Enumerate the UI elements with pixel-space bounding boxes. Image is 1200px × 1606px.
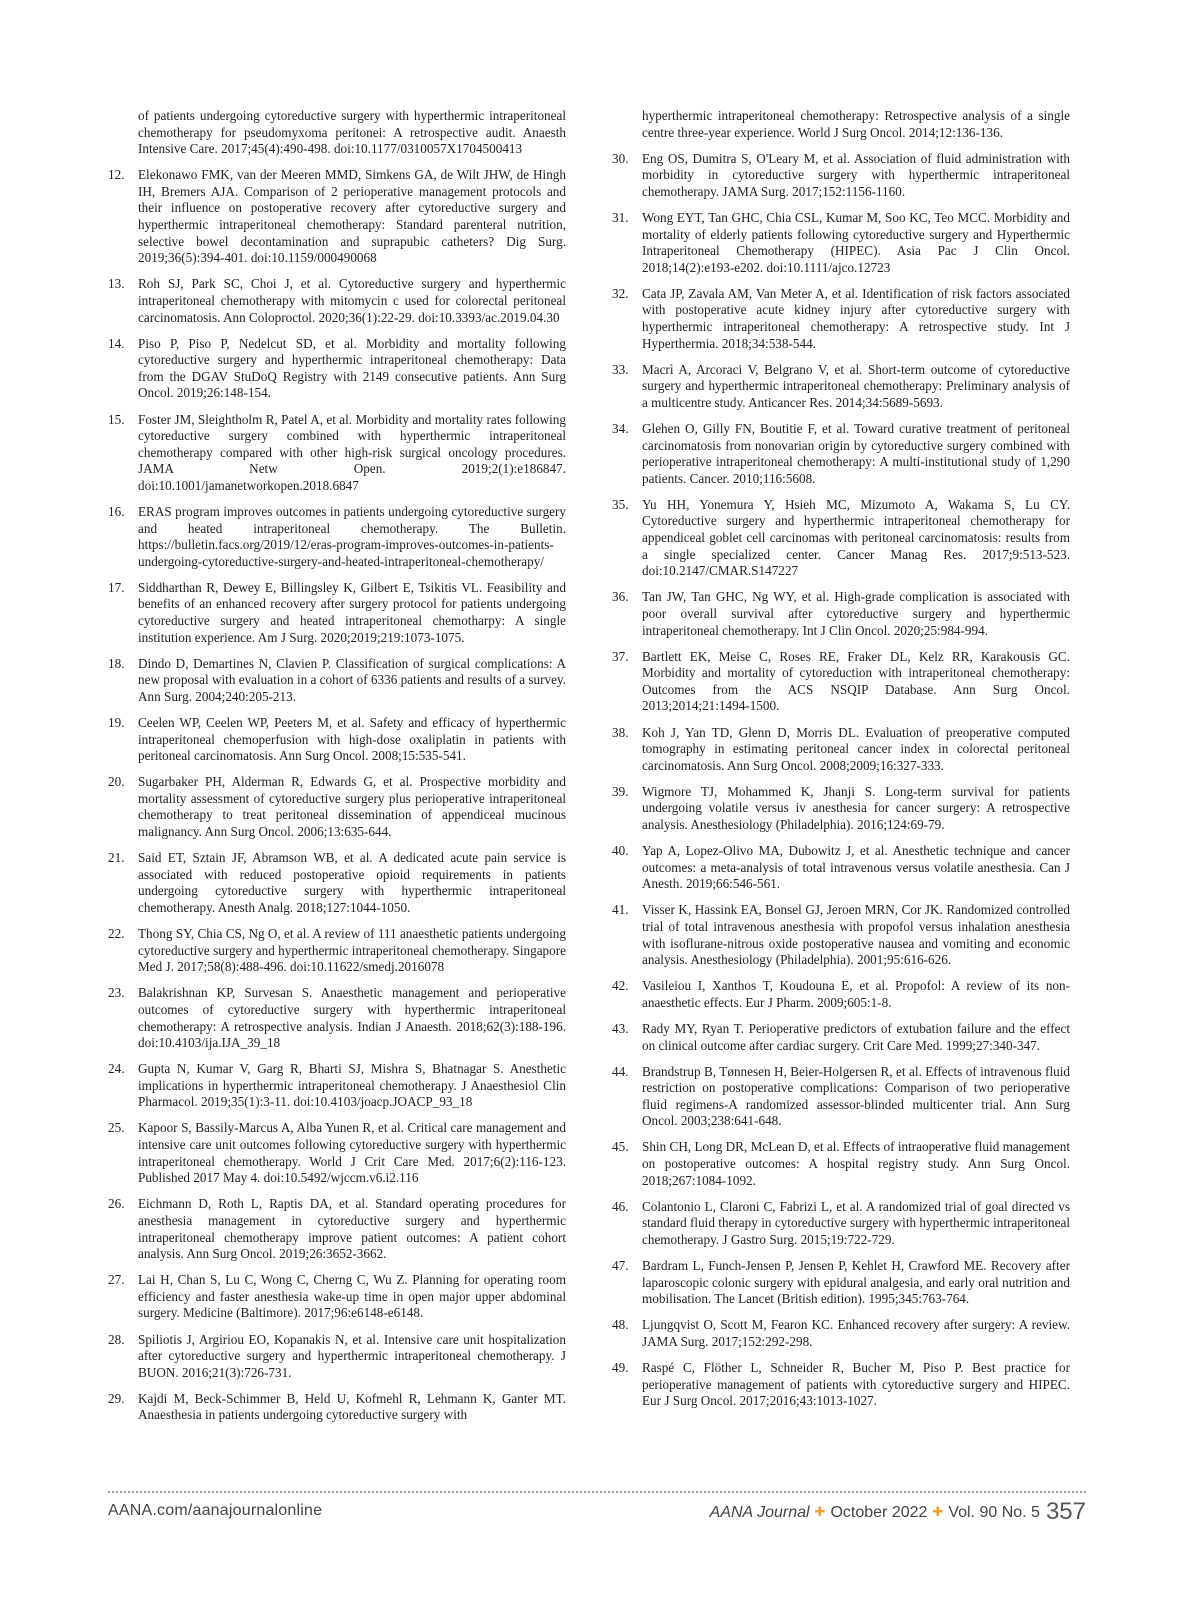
- reference-entry: [108, 926, 566, 976]
- reference-entry: [612, 210, 1070, 276]
- reference-text: Foster JM, Sleightholm R, Patel A, et al. Morbidity and mortality rates following cytoreductive surgery combined with hyperthermic intraperitoneal chemotherapy compared with other high-risk surgical oncology procedures. JAMA Netw Open. 2019;2(1):e186847. doi:10.1001/jamanetworkopen.2018.6847: [138, 411, 566, 493]
- reference-text: Gupta N, Kumar V, Garg R, Bharti SJ, Mishra S, Bhatnagar S. Anesthetic implications in hyperthermic intraperitoneal chemotherapy. J Anaesthesiol Clin Pharmacol. 2019;35(1):3-11. doi:10.4103/joacp.JOACP_93_18: [138, 1061, 566, 1110]
- reference-entry: [108, 504, 566, 570]
- reference-entry: [612, 1317, 1070, 1350]
- reference-number: 14.: [108, 335, 125, 351]
- reference-number: 26.: [108, 1196, 125, 1212]
- reference-number: 27.: [108, 1272, 125, 1288]
- reference-number: 49.: [612, 1360, 629, 1375]
- reference-entry: [108, 412, 566, 495]
- reference-text: Cata JP, Zavala AM, Van Meter A, et al. Identification of risk factors associated with postoperative acute kidney injury after cytoreductive surgery with hyperthermic intraperitoneal chemotherapy: A retrospective study. Int J Hyperthermia. 2018;34:538-544.: [642, 285, 1070, 351]
- reference-entry: [108, 336, 566, 402]
- page-number: 357: [1045, 1498, 1086, 1525]
- reference-entry: [612, 978, 1070, 1011]
- reference-number: 38.: [612, 724, 629, 740]
- reference-entry: [108, 850, 566, 916]
- reference-text: Said ET, Sztain JF, Abramson WB, et al. A dedicated acute pain service is associated with reduced postoperative opioid requirements in patients undergoing cytoreductive surgery with hyperthermic intraperitoneal chemotherapy. Anesth Analg. 2018;127:1044-1050.: [138, 850, 566, 915]
- reference-number: 18.: [108, 655, 125, 671]
- reference-text: Brandstrup B, Tønnesen H, Beier-Holgersen R, et al. Effects of intravenous fluid restriction on postoperative complications: Comparison of two perioperative fluid regimens-A randomized assessor-blinded multicenter trial. Ann Surg Oncol. 2003;238:641-648.: [642, 1063, 1070, 1129]
- reference-number: 19.: [108, 715, 125, 730]
- reference-text: Ceelen WP, Ceelen WP, Peeters M, et al. Safety and efficacy of hyperthermic intraperitoneal chemoperfusion with high-dose oxaliplatin in patients with peritoneal carcinomatosis. Ann Surg Oncol. 2008;15:535-541.: [138, 715, 566, 764]
- reference-text: ERAS program improves outcomes in patients undergoing cytoreductive surgery and heated intraperitoneal chemotherapy. The Bulletin. https://bulletin.facs.org/2019/12/eras-program-improves-outcomes-in-patients-undergoing-cytoreductive-surgery-and-heated-intraperitoneal-chemotherapy/: [138, 503, 566, 569]
- reference-text: Piso P, Piso P, Nedelcut SD, et al. Morbidity and mortality following cytoreductive surgery and hyperthermic intraperitoneal chemotherapy: Data from the DGAV StuDoQ Registry with 2149 consecutive patients. Ann Surg Oncol. 2019;26:148-154.: [138, 335, 566, 401]
- references-left-column: [108, 108, 566, 1433]
- footer-website-link[interactable]: AANA.com/aanajournalonline: [108, 1502, 323, 1519]
- reference-text: Eng OS, Dumitra S, O'Leary M, et al. Association of fluid administration with morbidity in cytoreductive surgery with hyperthermic intraperitoneal chemotherapy. JAMA Surg. 2017;152:1156-1160.: [642, 150, 1070, 199]
- reference-text: Ljungqvist O, Scott M, Fearon KC. Enhanced recovery after surgery: A review. JAMA Surg. 2017;152:292-298.: [642, 1317, 1070, 1349]
- reference-number: 40.: [612, 843, 629, 859]
- reference-entry: [612, 497, 1070, 580]
- reference-entry: [612, 1064, 1070, 1130]
- reference-entry: [612, 1360, 1070, 1410]
- reference-text: of patients undergoing cytoreductive surgery with hyperthermic intraperitoneal chemotherapy for pseudomyxoma peritonei: A retrospective audit. Anaesth Intensive Care. 2017;45(4):490-498. doi:10.1177/0310057X1704500413: [138, 108, 566, 157]
- reference-number: 39.: [612, 783, 629, 799]
- reference-entry: [108, 1120, 566, 1186]
- reference-text: Raspé C, Flöther L, Schneider R, Bucher M, Piso P. Best practice for perioperative management of patients with cytoreductive surgery and HIPEC. Eur J Surg Oncol. 2017;2016;43:1013-1027.: [642, 1360, 1070, 1409]
- reference-text: Balakrishnan KP, Survesan S. Anaesthetic management and perioperative outcomes of cytoreductive surgery with hyperthermic intraperitoneal chemotherapy: A retrospective analysis. Indian J Anaesth. 2018;62(3):188-196. doi:10.4103/ija.IJA_39_18: [138, 985, 566, 1051]
- reference-number: 43.: [612, 1020, 629, 1036]
- reference-text: Bardram L, Funch-Jensen P, Jensen P, Kehlet H, Crawford ME. Recovery after laparoscopic colonic surgery with epidural analgesia, and early oral nutrition and mobilisation. The Lancet (British edition). 1995;345:763-764.: [642, 1258, 1070, 1307]
- separator-icon: ✚: [814, 1504, 826, 1519]
- reference-text: Wigmore TJ, Mohammed K, Jhanji S. Long-term survival for patients undergoing volatile versus iv anesthesia for cancer surgery: A retrospective analysis. Anesthesiology (Philadelphia). 2016;124:69-79.: [642, 783, 1070, 832]
- reference-number: 13.: [108, 276, 125, 292]
- reference-text: Kapoor S, Bassily-Marcus A, Alba Yunen R, et al. Critical care management and intensive care unit outcomes following cytoreductive surgery with hyperthermic intraperitoneal chemotherapy. World J Crit Care Med. 2017;6(2):116-123. Published 2017 May 4. doi:10.5492/wjccm.v6.i2.116: [138, 1120, 566, 1186]
- reference-entry: [108, 985, 566, 1051]
- reference-entry: [612, 725, 1070, 775]
- references-right-column: [612, 108, 1070, 1419]
- reference-entry: [108, 580, 566, 646]
- reference-entry: [108, 1391, 566, 1424]
- reference-text: Glehen O, Gilly FN, Boutitie F, et al. Toward curative treatment of peritoneal carcinomatosis from nonovarian origin by cytoreductive surgery combined with perioperative intraperitoneal chemotherapy: A multi-institutional study of 1,290 patients. Cancer. 2010;116:5608.: [642, 421, 1070, 486]
- reference-number: 37.: [612, 648, 629, 664]
- reference-number: 25.: [108, 1120, 125, 1136]
- reference-text: Vasileiou I, Xanthos T, Koudouna E, et al. Propofol: A review of its non-anaesthetic effects. Eur J Pharm. 2009;605:1-8.: [642, 978, 1070, 1010]
- reference-text: Macrì A, Arcoraci V, Belgrano V, et al. Short-term outcome of cytoreductive surgery and hyperthermic intraperitoneal chemotherapy: Preliminary analysis of a multicentre study. Anticancer Res. 2014;34:5689-5693.: [642, 361, 1070, 410]
- reference-text: Colantonio L, Claroni C, Fabrizi L, et al. A randomized trial of goal directed vs standard fluid therapy in cytoreductive surgery with hyperthermic intraperitoneal chemotherapy. J Gastro Surg. 2015;19:722-729.: [642, 1198, 1070, 1247]
- reference-entry: [108, 1196, 566, 1262]
- reference-number: 48.: [612, 1317, 629, 1333]
- reference-entry: [612, 843, 1070, 893]
- reference-entry: [612, 421, 1070, 487]
- footer-journal-info: [710, 1496, 1086, 1524]
- reference-text: Tan JW, Tan GHC, Ng WY, et al. High-grade complication is associated with poor overall survival after cytoreductive surgery and hyperthermic intraperitoneal chemotherapy. Int J Clin Oncol. 2020;25:984-994.: [642, 589, 1070, 638]
- reference-text: Yap A, Lopez-Olivo MA, Dubowitz J, et al. Anesthetic technique and cancer outcomes: a meta-analysis of total intravenous versus volatile anesthesia. Can J Anesth. 2019;66:546-561.: [642, 843, 1070, 892]
- issue-date: October 2022: [830, 1504, 928, 1521]
- reference-number: 20.: [108, 774, 125, 790]
- reference-text: Yu HH, Yonemura Y, Hsieh MC, Mizumoto A, Wakama S, Lu CY. Cytoreductive surgery and hyperthermic intraperitoneal chemotherapy for appendiceal goblet cell carcinomas with peritoneal carcinomatosis: results from a single specialized center. Cancer Manag Res. 2017;9:513-523. doi:10.2147/CMAR.S147227: [642, 496, 1070, 579]
- reference-text: Eichmann D, Roth L, Raptis DA, et al. Standard operating procedures for anesthesia management in cytoreductive surgery and hyperthermic intraperitoneal chemotherapy improve patient outcomes: A patient cohort analysis. Ann Surg Oncol. 2019;26:3652-3662.: [138, 1196, 566, 1262]
- journal-name: AANA Journal: [709, 1504, 810, 1521]
- reference-entry: [108, 276, 566, 326]
- reference-number: 36.: [612, 589, 629, 605]
- reference-text: Wong EYT, Tan GHC, Chia CSL, Kumar M, Soo KC, Teo MCC. Morbidity and mortality of elderly patients following cytoreductive surgery and Hyperthermic Intraperitoneal Chemotherapy (HIPEC). Asia Pac J Clin Oncol. 2018;14(2):e193-e202. doi:10.1111/ajco.12723: [642, 209, 1070, 275]
- reference-number: 33.: [612, 361, 629, 377]
- reference-entry: [612, 649, 1070, 715]
- reference-entry: [612, 589, 1070, 639]
- reference-text: hyperthermic intraperitoneal chemotherapy: Retrospective analysis of a single centre three-year experience. World J Surg Oncol. 2014;12:136-136.: [642, 108, 1070, 140]
- reference-entry: [108, 715, 566, 765]
- reference-number: 45.: [612, 1139, 629, 1155]
- reference-text: Roh SJ, Park SC, Choi J, et al. Cytoreductive surgery and hyperthermic intraperitoneal chemotherapy with mitomycin c used for colorectal peritoneal carcinomatosis. Ann Coloproctol. 2020;36(1):22-29. doi:10.3393/ac.2019.04.30: [138, 276, 566, 325]
- volume-number: Vol. 90: [948, 1504, 998, 1521]
- reference-number: 23.: [108, 985, 125, 1001]
- reference-text: Lai H, Chan S, Lu C, Wong C, Cherng C, Wu Z. Planning for operating room efficiency and faster anesthesia wake-up time in open major upper abdominal surgery. Medicine (Baltimore). 2017;96:e6148-e6148.: [138, 1272, 566, 1321]
- reference-text: Kajdi M, Beck-Schimmer B, Held U, Kofmehl R, Lehmann K, Ganter MT. Anaesthesia in patients undergoing cytoreductive surgery with: [138, 1390, 566, 1423]
- reference-number: 34.: [612, 421, 629, 436]
- reference-number: 41.: [612, 902, 629, 918]
- reference-text: Dindo D, Demartines N, Clavien P. Classification of surgical complications: A new proposal with evaluation in a cohort of 6336 patients and results of a survey. Ann Surg. 2004;240:205-213.: [138, 655, 567, 704]
- reference-number: 16.: [108, 503, 125, 519]
- reference-entry: [612, 1139, 1070, 1189]
- reference-text: Siddharthan R, Dewey E, Billingsley K, Gilbert E, Tsikitis VL. Feasibility and benefits of an enhanced recovery after surgery protocol for patients undergoing cytoreductive surgery and heated intraperitoneal chemotharpy: A single institution experience. Am J Surg. 2020;2019;219:1073-1075.: [138, 579, 566, 645]
- reference-number: 31.: [612, 209, 629, 225]
- reference-number: 44.: [612, 1063, 629, 1079]
- reference-text: Spiliotis J, Argiriou EO, Kopanakis N, et al. Intensive care unit hospitalization after cytoreductive surgery and hyperthermic intraperitoneal chemotherapy. J BUON. 2016;21(3):726-731.: [138, 1331, 566, 1380]
- reference-number: 35.: [612, 496, 629, 512]
- reference-entry: [108, 774, 566, 840]
- reference-text: Shin CH, Long DR, McLean D, et al. Effects of intraoperative fluid management on postoperative outcomes: A hospital registry study. Ann Surg Oncol. 2018;267:1084-1092.: [642, 1139, 1070, 1188]
- reference-entry: [612, 151, 1070, 201]
- reference-number: 17.: [108, 579, 125, 595]
- reference-number: 47.: [612, 1258, 629, 1274]
- reference-number: 42.: [612, 978, 629, 994]
- reference-entry: [612, 784, 1070, 834]
- reference-text: Sugarbaker PH, Alderman R, Edwards G, et al. Prospective morbidity and mortality assessment of cytoreductive surgery plus perioperative intraperitoneal chemotherapy to treat peritoneal dissemination of appendiceal mucinous malignancy. Ann Surg Oncol. 2006;13:635-644.: [138, 774, 566, 840]
- reference-entry: [108, 656, 566, 706]
- reference-entry: [612, 286, 1070, 352]
- reference-text: Elekonawo FMK, van der Meeren MMD, Simkens GA, de Wilt JHW, de Hingh IH, Bremers AJA. Comparison of 2 perioperative management protocols and their influence on postoperative recovery after cytoreductive surgery and hyperthermic intraperitoneal chemotherapy: Standard parenteral nutrition, selective bowel decontamination and suprapubic catheters? Dig Surg. 2019;36(5):394-401. doi:10.1159/000490068: [138, 167, 566, 266]
- reference-entry: [612, 1199, 1070, 1249]
- reference-entry: [108, 1272, 566, 1322]
- reference-number: 24.: [108, 1061, 125, 1077]
- reference-entry: [612, 1258, 1070, 1308]
- reference-entry: [108, 167, 566, 267]
- reference-entry: [612, 362, 1070, 412]
- reference-text: Rady MY, Ryan T. Perioperative predictors of extubation failure and the effect on clinical outcome after cardiac surgery. Crit Care Med. 1999;27:340-347.: [642, 1020, 1070, 1053]
- reference-number: 29.: [108, 1390, 125, 1406]
- reference-text: Thong SY, Chia CS, Ng O, et al. A review of 111 anaesthetic patients undergoing cytoreductive surgery and hyperthermic intraperitoneal chemotherapy. Singapore Med J. 2017;58(8):488-496. doi:10.11622/smedj.2016078: [138, 926, 566, 975]
- reference-number: 21.: [108, 850, 125, 866]
- reference-number: 30.: [612, 150, 629, 166]
- reference-text: Visser K, Hassink EA, Bonsel GJ, Jeroen MRN, Cor JK. Randomized controlled trial of total intravenous anesthesia with propofol versus inhalation anesthesia with isoflurane-nitrous oxide postoperative nausea and vomiting and economic analysis. Anesthesiology (Philadelphia). 2001;95:616-626.: [642, 902, 1070, 968]
- reference-text: Bartlett EK, Meise C, Roses RE, Fraker DL, Kelz RR, Karakousis GC. Morbidity and mortality of cytoreduction with intraperitoneal chemotherapy: Outcomes from the ACS NSQIP Database. Ann Surg Oncol. 2013;2014;21:1494-1500.: [642, 648, 1070, 714]
- reference-continuation: [108, 108, 566, 158]
- reference-number: 28.: [108, 1331, 125, 1347]
- reference-continuation: [612, 108, 1070, 141]
- reference-number: 22.: [108, 926, 125, 942]
- reference-entry: [612, 1021, 1070, 1054]
- reference-entry: [612, 902, 1070, 968]
- reference-number: 46.: [612, 1198, 629, 1214]
- reference-entry: [108, 1061, 566, 1111]
- reference-number: 32.: [612, 285, 629, 301]
- reference-entry: [108, 1332, 566, 1382]
- footer-divider: [108, 1491, 1086, 1493]
- separator-icon: ✚: [932, 1504, 944, 1519]
- reference-text: Koh J, Yan TD, Glenn D, Morris DL. Evaluation of preoperative computed tomography in estimating peritoneal cancer index in colorectal peritoneal carcinomatosis. Ann Surg Oncol. 2008;2009;16:327-333.: [642, 724, 1070, 773]
- issue-number: No. 5: [1001, 1504, 1040, 1521]
- reference-number: 15.: [108, 411, 125, 427]
- reference-number: 12.: [108, 167, 125, 183]
